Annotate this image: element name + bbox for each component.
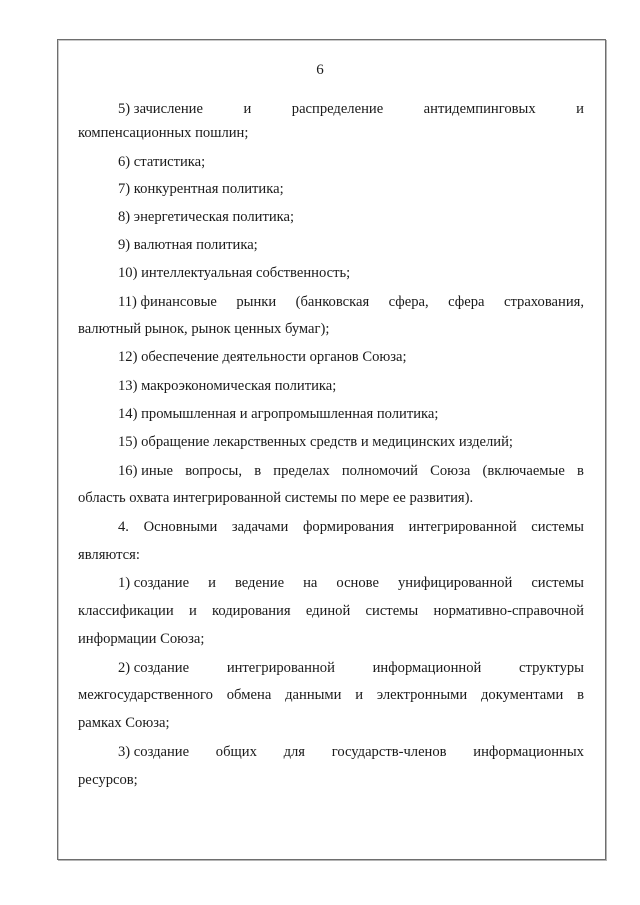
text-line: рамках Союза; [78,715,170,731]
word: интегрированной [408,519,517,535]
text-line: компенсационных пошлин; [78,125,249,141]
text-line: 14) промышленная и агропромышленная политика; [118,406,439,422]
text-line [118,462,584,480]
word: распределение [291,101,384,117]
word: для [283,744,305,760]
text-line: валютный рынок, рынок ценных бумаг); [78,321,330,337]
word: структуры [519,660,584,676]
word: сфера [448,294,485,310]
word: вопросы, [185,463,242,479]
word: унифицированной [397,575,513,591]
text-line [118,743,584,761]
text-line [118,659,584,677]
word: информационной [372,660,482,676]
word: пределах [273,463,330,479]
word: страхования, [503,294,584,310]
word: полномочий [341,463,418,479]
word: информационных [473,744,584,760]
text-line [118,100,584,118]
word: и [208,575,216,591]
word: кодирования [212,603,291,619]
word: обмена [226,687,272,703]
word: 5) зачисление [118,101,203,117]
word: системы [365,603,419,619]
text-line: 7) конкурентная политика; [118,181,284,197]
word: в [577,463,584,479]
text-line: 9) валютная политика; [118,237,258,253]
word: в [577,687,584,703]
word: основе [336,575,379,591]
text-line: 13) макроэкономическая политика; [118,378,337,394]
text-line: 8) энергетическая политика; [118,209,295,225]
word: на [303,575,318,591]
text-line: информации Союза; [78,631,205,647]
text-line: 10) интеллектуальная собственность; [118,265,351,281]
word: межгосударственного [78,687,213,703]
word: задачами [231,519,289,535]
word: интегрированной [226,660,335,676]
word: общих [215,744,257,760]
word: документами [480,687,564,703]
word: (банковская [295,294,370,310]
word: 16) иные [118,463,174,479]
text-line: область охвата интегрированной системы по мере ее развития). [78,490,474,506]
word: 2) создание [118,660,190,676]
text-line [118,518,584,536]
word: и [243,101,252,117]
word: данными [285,687,342,703]
word: (включаемые [482,463,565,479]
word: ведение [234,575,285,591]
word: антидемпинговых [423,101,536,117]
text-line [78,602,584,620]
text-line: 6) статистика; [118,154,206,170]
word: системы [531,575,584,591]
word: сфера, [388,294,429,310]
text-line [118,574,584,592]
text-line: 12) обеспечение деятельности органов Союза; [118,349,407,365]
page-number: 6 [316,62,324,78]
text-line: ресурсов; [78,772,138,788]
word: рынки [236,294,277,310]
word: 1) создание [118,575,190,591]
word: 4. [118,519,129,535]
text-line: 15) обращение лекарственных средств и медицинских изделий; [118,434,513,450]
word: электронными [376,687,468,703]
word: и [188,603,197,619]
word: и [576,101,584,117]
word: системы [531,519,584,535]
word: Основными [143,519,218,535]
word: и [355,687,364,703]
word: нормативно-справочной [433,603,584,619]
word: 3) создание [118,744,190,760]
word: государств-членов [331,744,447,760]
word: формирования [302,519,394,535]
word: в [254,463,262,479]
word: единой [305,603,351,619]
word: классификации [78,603,174,619]
word: 11) финансовые [118,294,217,310]
word: Союза [430,463,471,479]
text-line [78,686,584,704]
text-line [118,293,584,311]
text-line: являются: [78,547,140,563]
